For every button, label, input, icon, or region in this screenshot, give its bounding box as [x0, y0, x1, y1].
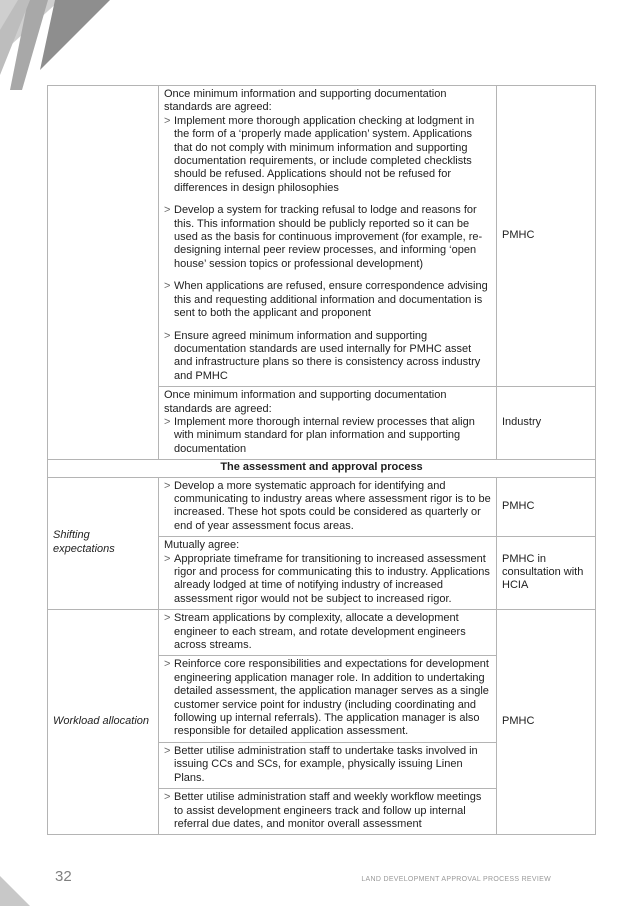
actions-cell	[159, 86, 497, 387]
owner-cell: PMHC	[497, 610, 596, 835]
action-item: > Implement more thorough internal review processes that align with minimum standard for plan information and supporting documentation	[164, 415, 475, 455]
action-item: > Develop a system for tracking refusal to lodge and reasons for this. This information should be publicly reported so it can be used as the basis for continuous improvement (for example, re-designing internal peer review processes, and informing ‘open house’ session topics or professional development)	[164, 204, 483, 270]
action-intro: Once minimum information and supporting documentation standards are agreed:	[164, 88, 447, 114]
actions-cell	[159, 387, 497, 460]
issue-cell-empty	[48, 86, 159, 460]
bullet-arrow-icon: >	[164, 204, 171, 217]
action-item: > Better utilise administration staff and weekly workflow meetings to assist development engineers track and follow up internal referral due dates, and monitor overall assessment	[164, 791, 482, 830]
bullet-arrow-icon: >	[164, 479, 171, 492]
page-number: 32	[55, 868, 72, 885]
actions-cell	[159, 742, 497, 788]
actions-cell	[159, 610, 497, 656]
action-intro: Mutually agree:	[164, 539, 240, 552]
bullet-arrow-icon: >	[164, 415, 171, 428]
owner-cell: Industry	[497, 387, 596, 460]
bullet-arrow-icon: >	[164, 791, 171, 804]
section-heading: The assessment and approval process	[48, 460, 596, 477]
bullet-arrow-icon: >	[164, 280, 171, 293]
owner-cell: PMHC	[497, 86, 596, 387]
action-item: > When applications are refused, ensure correspondence advising this and requesting additional information and documentation is sent to both the applicant and proponent	[164, 280, 488, 320]
action-item: > Implement more thorough application checking at lodgment in the form of a ‘properly made application’ system. Applications that do not comply with minimum information and supporting documentation requirements, or include completed checklists should be refused. Applications should not be refused for differences in design philosophies	[164, 114, 475, 194]
issue-cell: Shifting expectations	[48, 477, 159, 610]
bullet-arrow-icon: >	[164, 114, 171, 127]
actions-cell	[159, 789, 497, 835]
table-row	[48, 477, 596, 537]
actions-cell	[159, 537, 497, 610]
bullet-arrow-icon: >	[164, 658, 171, 671]
action-item: > Reinforce core responsibilities and expectations for development engineering application manager role. In addition to undertaking detailed assessment, the application manager serves as a single customer service point for industry (including coordinating and following up internal referrals). The application manager is also responsible for detailed application assessment.	[164, 658, 489, 738]
owner-cell: PMHC	[497, 477, 596, 537]
action-item: > Ensure agreed minimum information and supporting documentation standards are used internally for PMHC asset and infrastructure plans so there is consistency across industry and PMHC	[164, 329, 481, 382]
owner-cell: PMHC in consultation with HCIA	[497, 537, 596, 610]
corner-decoration-bottom	[0, 866, 40, 906]
actions-cell	[159, 477, 497, 537]
table-row	[48, 610, 596, 656]
recommendations-table	[47, 85, 596, 835]
action-item: > Develop a more systematic approach for identifying and communicating to industry areas where assessment rigor is to be increased. These hot spots could be considered as quarterly or end of year assessment focus areas.	[164, 479, 491, 532]
issue-cell: Workload allocation	[48, 610, 159, 835]
action-item: > Appropriate timeframe for transitioning to increased assessment rigor and process for communicating this to industry. Applications already lodged at time of notifying industry of increased assessment rigor would not be subject to increased rigor.	[164, 552, 490, 605]
section-heading-row	[48, 460, 596, 477]
footer-document-title: LAND DEVELOPMENT APPROVAL PROCESS REVIEW	[361, 876, 551, 883]
action-intro: Once minimum information and supporting documentation standards are agreed:	[164, 389, 447, 415]
action-item: > Stream applications by complexity, allocate a development engineer to each stream, and rotate development engineers across streams.	[164, 612, 466, 652]
bullet-arrow-icon: >	[164, 612, 171, 625]
actions-cell	[159, 656, 497, 742]
action-item: > Better utilise administration staff to undertake tasks involved in issuing CCs and SCs, for example, physically issuing Linen Plans.	[164, 744, 478, 784]
bullet-arrow-icon: >	[164, 329, 171, 342]
table-row	[48, 86, 596, 387]
bullet-arrow-icon: >	[164, 744, 171, 757]
corner-decoration	[0, 0, 140, 90]
bullet-arrow-icon: >	[164, 552, 171, 565]
